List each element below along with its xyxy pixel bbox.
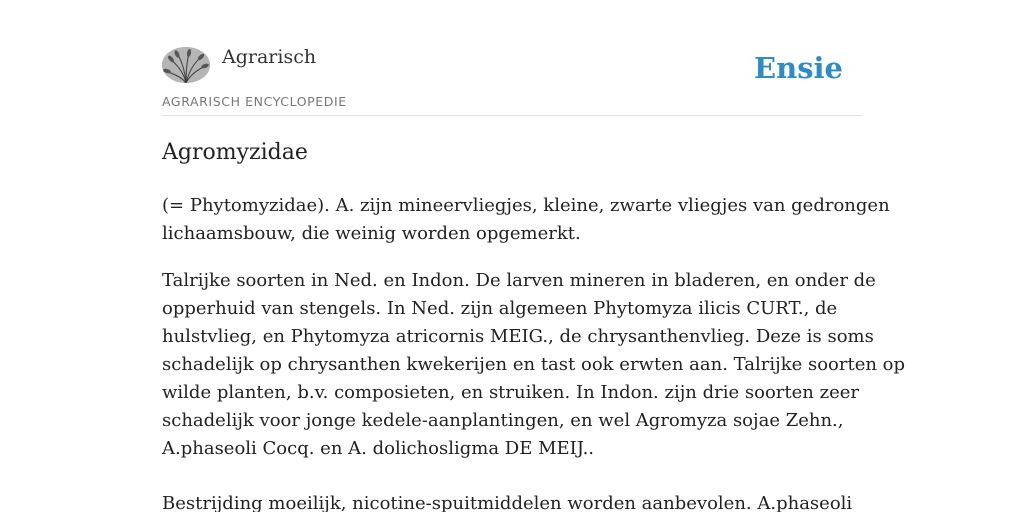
wheat-ears-logo-icon[interactable] [162, 47, 210, 83]
text-line: A.phaseoli Cocq. en A. dolichosligma DE MEIJ.. [162, 438, 595, 459]
page [162, 0, 906, 512]
publication-name[interactable]: Agrarisch [222, 46, 317, 68]
text-line: schadelijk op chrysanthen kwekerijen en tast ook erwten aan. Talrijke soorten op [162, 354, 906, 375]
text-line: hulstvlieg, en Phytomyza atricornis MEIG., de chrysanthenvlieg. Deze is soms [162, 326, 874, 347]
text-line: Bestrijding moeilijk, nicotine-spuitmiddelen worden aanbevolen. A.phaseoli [162, 493, 853, 512]
text-line: opperhuid van stengels. In Ned. zijn algemeen Phytomyza ilicis CURT., de [162, 298, 838, 319]
brand-logo-link[interactable]: Ensie [754, 51, 843, 85]
article-paragraph-2 [162, 267, 906, 463]
text-line: lichaamsbouw, die weinig worden opgemerkt. [162, 223, 581, 244]
publication-subtitle: AGRARISCH ENCYCLOPEDIE [162, 94, 347, 109]
article-paragraph-3 [162, 490, 862, 512]
site-header [162, 0, 862, 116]
article-paragraph-1 [162, 192, 890, 248]
text-line: Talrijke soorten in Ned. en Indon. De larven mineren in bladeren, en onder de [162, 270, 876, 291]
article-title: Agromyzidae [162, 140, 308, 165]
text-line: wilde planten, b.v. composieten, en struiken. In Indon. zijn drie soorten zeer [162, 382, 859, 403]
text-line: schadelijk voor jonge kedele-aanplantingen, en wel Agromyza sojae Zehn., [162, 410, 844, 431]
text-line: (= Phytomyzidae). A. zijn mineervliegjes, kleine, zwarte vliegjes van gedrongen [162, 195, 890, 216]
